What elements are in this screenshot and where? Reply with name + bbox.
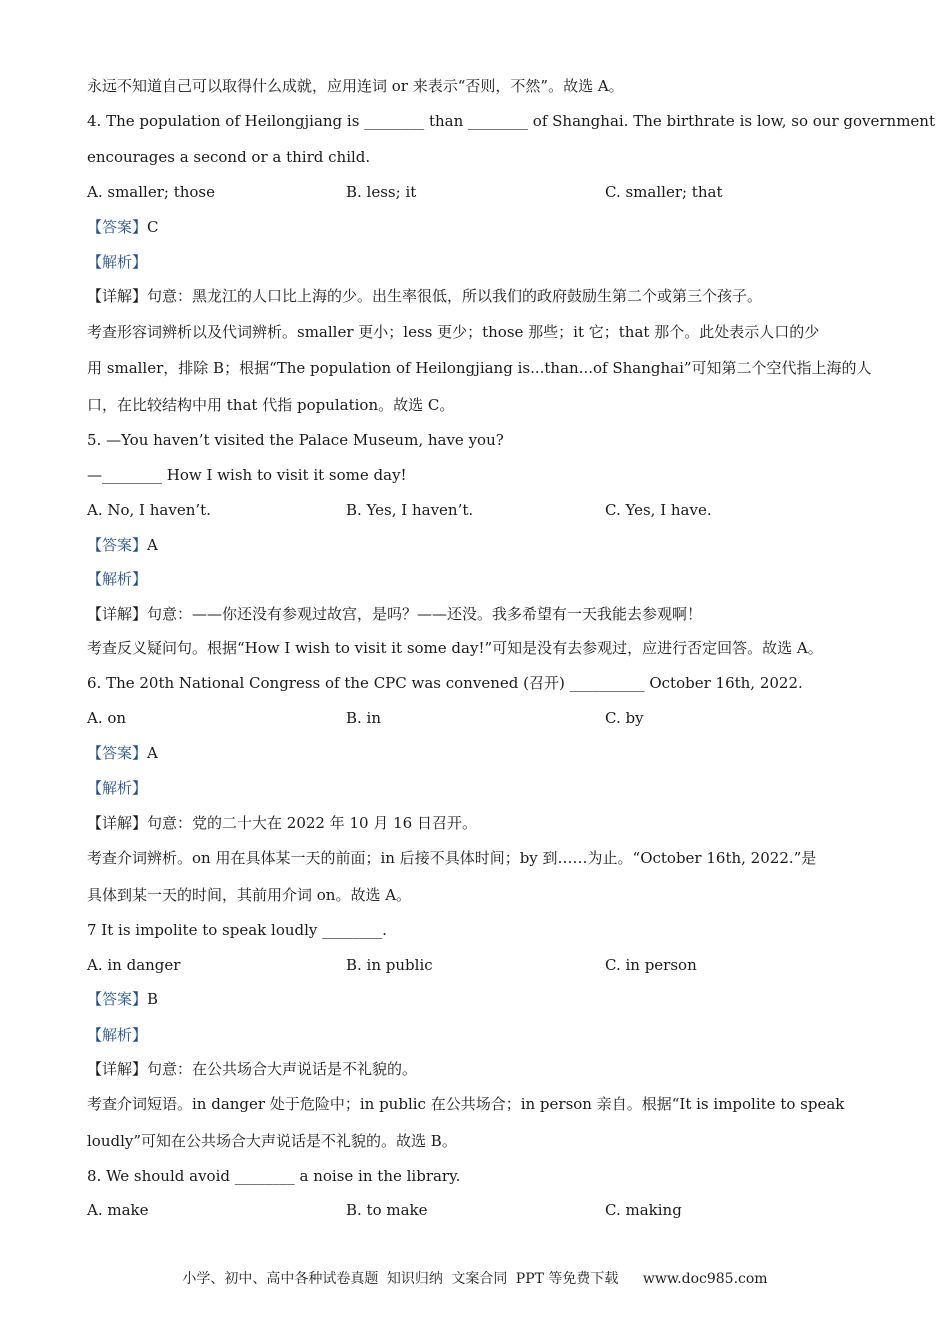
analysis-line <box>87 778 147 798</box>
question-4-stem-continued: encourages a second or a third child. <box>87 148 371 166</box>
option-c: C. by <box>605 709 644 727</box>
detail-text: 句意：——你还没有参观过故宫，是吗？——还没。我多希望有一天我能去参观啊！ <box>147 605 703 623</box>
question-8-stem: 8. We should avoid ________ a noise in the library. <box>87 1167 461 1185</box>
explanation-line: 考查形容词辨析以及代词辨析。smaller 更小；less 更少；those 那些；it 它；that 那个。此处表示人口的少 <box>87 323 820 341</box>
explanation-line: 具体到某一天的时间，其前用介词 on。故选 A。 <box>87 886 412 904</box>
detail-label: 【详解】 <box>87 605 148 623</box>
detail-line <box>87 813 477 833</box>
option-a: A. make <box>87 1201 149 1219</box>
detail-label: 【详解】 <box>87 287 148 305</box>
option-c: C. making <box>605 1201 682 1219</box>
option-b: B. to make <box>346 1201 428 1219</box>
detail-label: 【详解】 <box>87 1060 148 1078</box>
explanation-line: 考查介词辨析。on 用在具体某一天的前面；in 后接不具体时间；by 到……为止。“October 16th, 2022.”是 <box>87 849 817 867</box>
footer-url: www.doc985.com <box>642 1271 768 1287</box>
answer-label: 【答案】 <box>87 218 148 236</box>
detail-text: 句意：党的二十大在 2022 年 10 月 16 日召开。 <box>147 814 477 832</box>
option-c: C. Yes, I have. <box>605 501 712 519</box>
footer-item: PPT 等免费下载 <box>515 1271 619 1287</box>
question-5-stem: 5. —You haven’t visited the Palace Museum, have you? <box>87 431 504 449</box>
footer-item: 小学、初中、高中各种试卷真题 <box>182 1271 379 1287</box>
analysis-label: 【解析】 <box>87 570 148 588</box>
explanation-line: 用 smaller，排除 B；根据“The population of Heilongjiang is...than...of Shanghai”可知第二个空代指上海的人 <box>87 359 872 377</box>
question-7-stem: 7 It is impolite to speak loudly ________. <box>87 921 387 939</box>
analysis-label: 【解析】 <box>87 779 148 797</box>
option-b: B. in <box>346 709 382 727</box>
explanation-line: loudly”可知在公共场合大声说话是不礼貌的。故选 B。 <box>87 1132 457 1150</box>
explanation-line: 考查介词短语。in danger 处于危险中；in public 在公共场合；in person 亲自。根据“It is impolite to speak <box>87 1095 845 1113</box>
answer-value: A <box>147 744 158 762</box>
detail-text: 句意：在公共场合大声说话是不礼貌的。 <box>147 1060 418 1078</box>
answer-value: A <box>147 536 158 554</box>
detail-line <box>87 286 762 306</box>
option-a: A. smaller; those <box>87 183 215 201</box>
option-c: C. in person <box>605 956 697 974</box>
answer-value: C <box>147 218 159 236</box>
explanation-line: 考查反义疑问句。根据“How I wish to visit it some day!”可知是没有去参观过，应进行否定回答。故选 A。 <box>87 639 823 657</box>
question-5-response: —________ How I wish to visit it some day! <box>87 466 407 484</box>
text-line: 永远不知道自己可以取得什么成就，应用连词 or 来表示“否则，不然”。故选 A。 <box>87 77 624 95</box>
analysis-line <box>87 1025 147 1045</box>
answer-label: 【答案】 <box>87 536 148 554</box>
analysis-label: 【解析】 <box>87 1026 148 1044</box>
option-b: B. Yes, I haven’t. <box>346 501 474 519</box>
option-b: B. in public <box>346 956 433 974</box>
answer-line <box>87 989 158 1009</box>
option-c: C. smaller; that <box>605 183 723 201</box>
question-4-stem: 4. The population of Heilongjiang is ________ than ________ of Shanghai. The birthrate is low, so our government <box>87 112 935 130</box>
answer-label: 【答案】 <box>87 744 148 762</box>
footer-item: 文案合同 <box>451 1271 508 1287</box>
answer-line <box>87 743 158 763</box>
option-a: A. in danger <box>87 956 181 974</box>
analysis-line <box>87 252 147 272</box>
answer-line <box>87 217 159 237</box>
option-b: B. less; it <box>346 183 417 201</box>
answer-line <box>87 535 158 555</box>
explanation-line: 口，在比较结构中用 that 代指 population。故选 C。 <box>87 396 455 414</box>
analysis-label: 【解析】 <box>87 253 148 271</box>
detail-line <box>87 1059 417 1079</box>
detail-label: 【详解】 <box>87 814 148 832</box>
option-a: A. No, I haven’t. <box>87 501 211 519</box>
answer-label: 【答案】 <box>87 990 148 1008</box>
page-footer <box>0 1269 950 1289</box>
option-a: A. on <box>87 709 127 727</box>
detail-line <box>87 604 702 624</box>
footer-item: 知识归纳 <box>386 1271 443 1287</box>
question-6-stem: 6. The 20th National Congress of the CPC was convened (召开) __________ October 16th, 2022. <box>87 674 803 692</box>
detail-text: 句意：黑龙江的人口比上海的少。出生率很低，所以我们的政府鼓励生第二个或第三个孩子。 <box>147 287 763 305</box>
answer-value: B <box>147 990 159 1008</box>
analysis-line <box>87 569 147 589</box>
